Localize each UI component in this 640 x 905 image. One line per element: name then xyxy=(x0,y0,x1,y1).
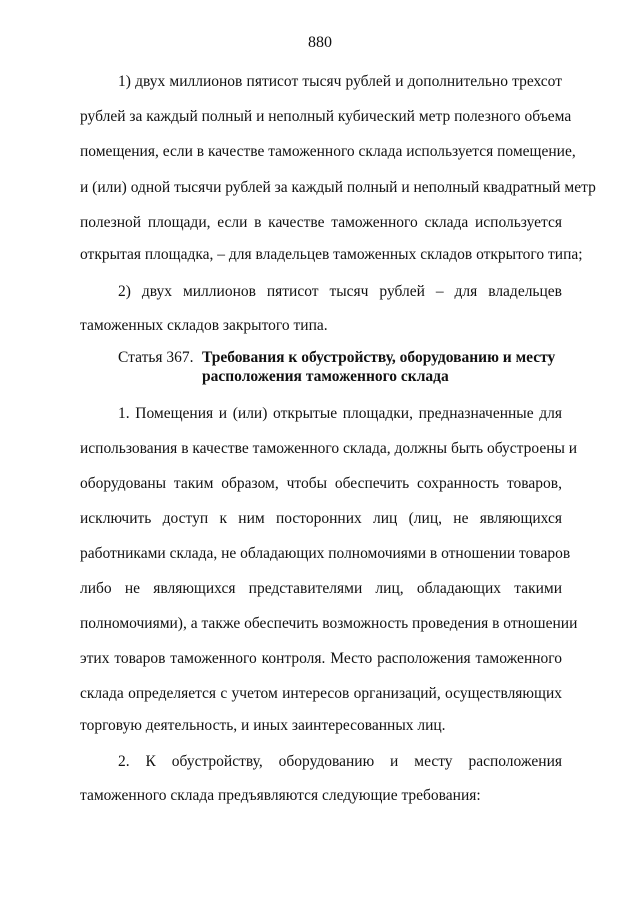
paragraph-line: таможенных складов закрытого типа. xyxy=(80,317,328,334)
paragraph-line: полезной площади, если в качестве таможенного склада используется xyxy=(80,214,562,231)
paragraph-line: помещения, если в качестве таможенного склада используется помещение, xyxy=(80,143,576,160)
paragraph-line: и (или) одной тысячи рублей за каждый полный и неполный квадратный метр xyxy=(80,179,596,196)
paragraph-line: открытая площадка, – для владельцев таможенных складов открытого типа; xyxy=(80,246,583,263)
paragraph-line: использования в качестве таможенного склада, должны быть обустроены и xyxy=(80,440,578,457)
paragraph-line: 2) двух миллионов пятисот тысяч рублей – для владельцев xyxy=(118,283,562,300)
paragraph-line: либо не являющихся представителями лиц, обладающих такими xyxy=(80,580,562,597)
paragraph-line: исключить доступ к ним посторонних лиц (лиц, не являющихся xyxy=(80,510,562,527)
paragraph-line: 2. К обустройству, оборудованию и месту расположения xyxy=(118,753,562,770)
paragraph-line: торговую деятельность, и иных заинтересованных лиц. xyxy=(80,717,446,734)
article-title-line: Требования к обустройству, оборудованию и месту xyxy=(202,349,556,366)
page-number: 880 xyxy=(308,34,332,51)
paragraph-line: рублей за каждый полный и неполный кубический метр полезного объема xyxy=(80,108,572,125)
paragraph-line: оборудованы таким образом, чтобы обеспечить сохранность товаров, xyxy=(80,475,562,492)
article-number: Статья 367. xyxy=(118,349,194,366)
paragraph-line: 1) двух миллионов пятисот тысяч рублей и дополнительно трехсот xyxy=(118,73,562,90)
paragraph-line: 1. Помещения и (или) открытые площадки, предназначенные для xyxy=(118,405,562,422)
paragraph-line: склада определяется с учетом интересов организаций, осуществляющих xyxy=(80,685,562,702)
paragraph-line: таможенного склада предъявляются следующие требования: xyxy=(80,787,481,804)
paragraph-line: работниками склада, не обладающих полномочиями в отношении товаров xyxy=(80,545,571,562)
paragraph-line: полномочиями), а также обеспечить возможность проведения в отношении xyxy=(80,615,578,632)
paragraph-line: этих товаров таможенного контроля. Место расположения таможенного xyxy=(80,650,562,667)
article-title-line: расположения таможенного склада xyxy=(202,368,449,385)
